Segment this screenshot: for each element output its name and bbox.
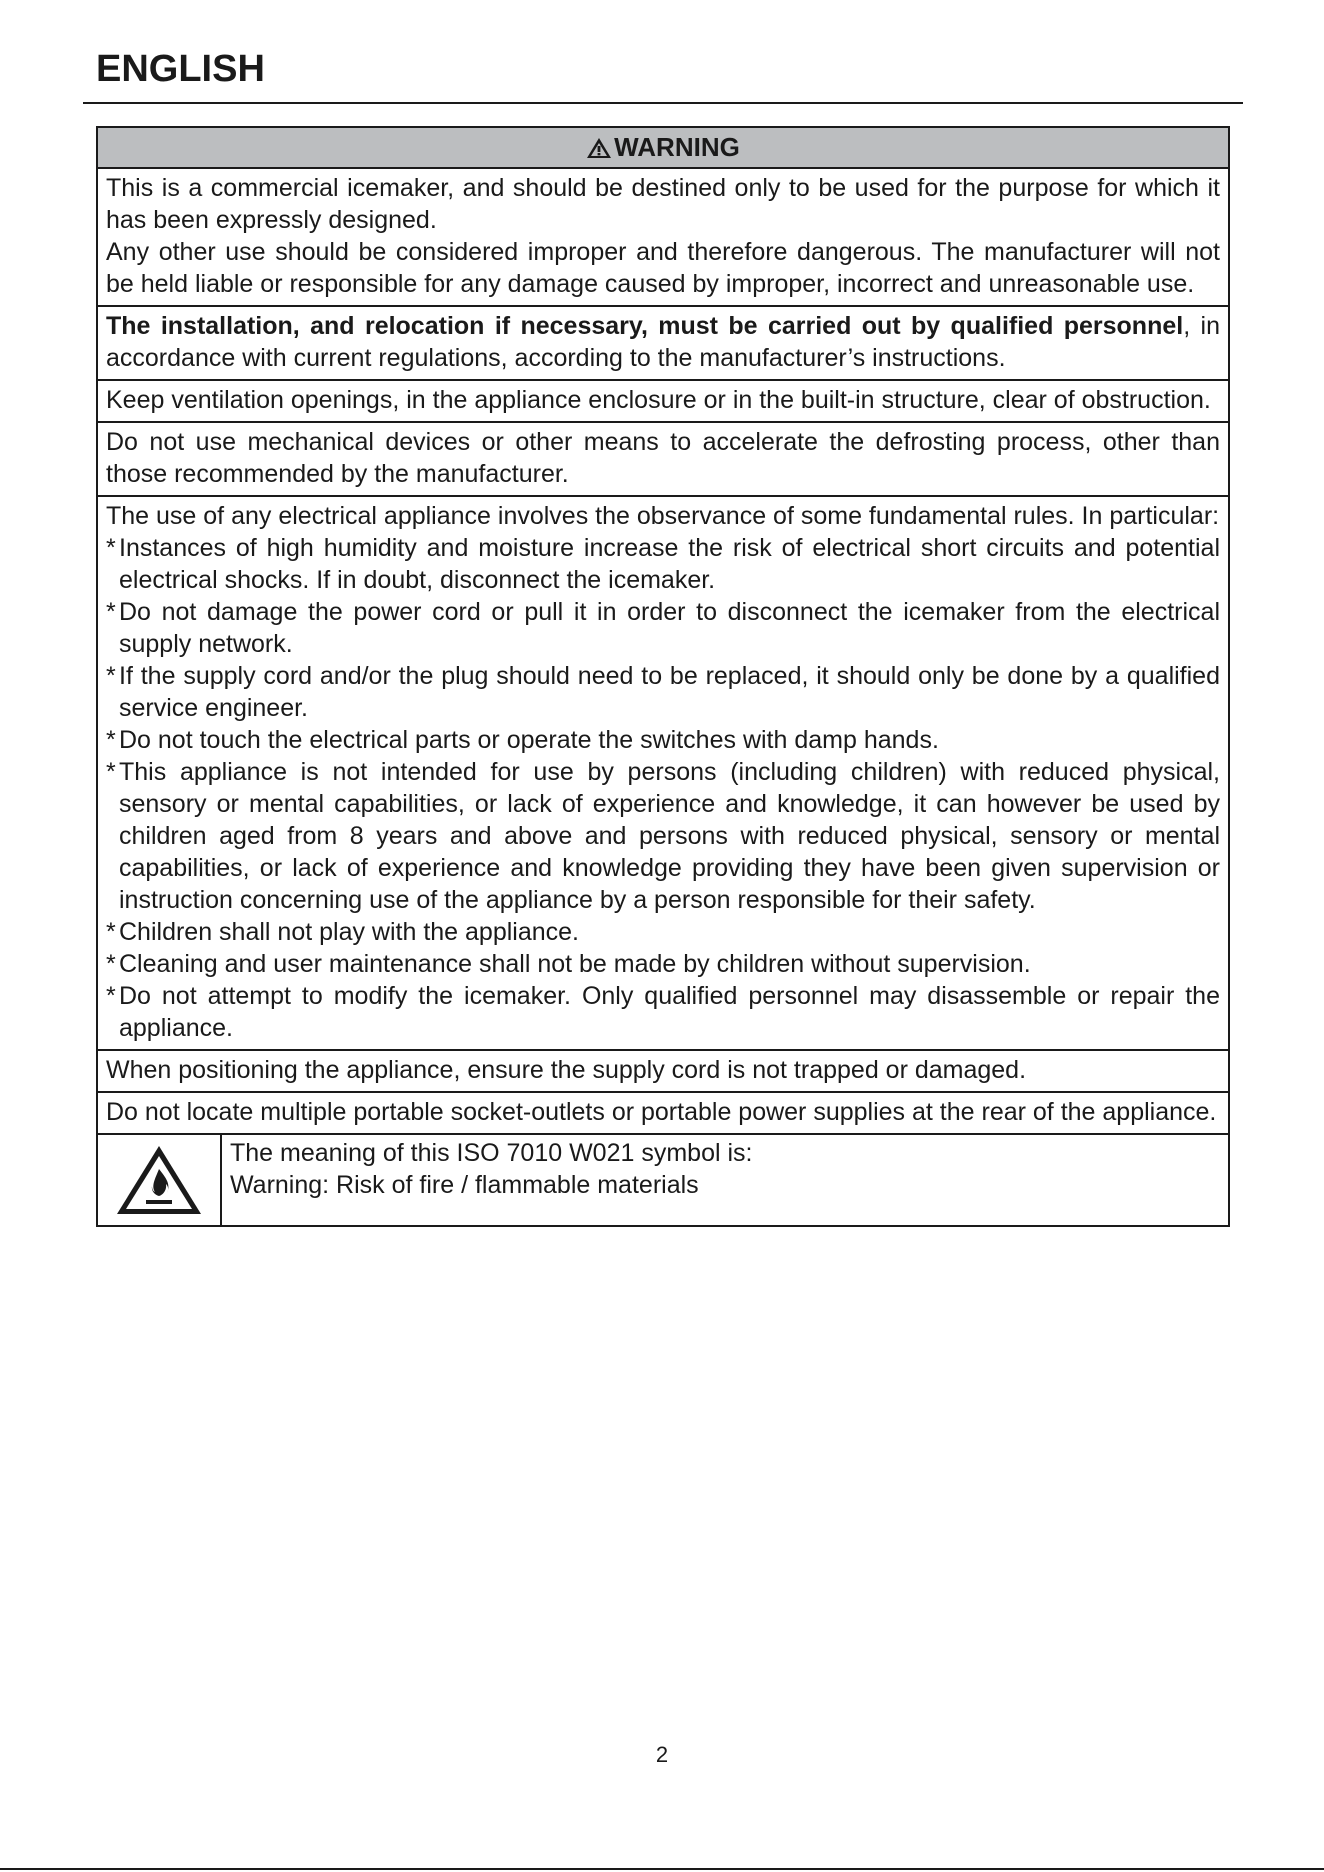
commercial-use-text: This is a commercial icemaker, and should be destined only to be used for the purpose for which it has been expressly designed. xyxy=(106,174,1220,234)
page-heading: ENGLISH xyxy=(96,48,265,90)
improper-use-text: Any other use should be considered improper and therefore dangerous. The manufacturer will not be held liable or responsible for any damage caused by improper, incorrect and unreasonable use. xyxy=(106,238,1220,298)
bullet-marker: * xyxy=(106,918,116,946)
list-item: * Children shall not play with the appliance. xyxy=(106,918,579,946)
bullet-marker: * xyxy=(106,758,116,786)
symbol-description xyxy=(222,1135,760,1225)
warning-row-ventilation xyxy=(98,379,1228,421)
warning-row-socket-outlets xyxy=(98,1091,1228,1133)
bullet-marker: * xyxy=(106,950,116,978)
electrical-rules-intro: The use of any electrical appliance involves the observance of some fundamental rules. In particular: xyxy=(106,502,1220,530)
warning-title: WARNING xyxy=(614,132,740,162)
bullet-marker: * xyxy=(106,726,116,754)
flammable-warning-icon xyxy=(114,1143,204,1217)
electrical-rules-list xyxy=(106,532,1220,1044)
list-item: * Cleaning and user maintenance shall not be made by children without supervision. xyxy=(106,950,1031,978)
defrosting-text: Do not use mechanical devices or other means to accelerate the defrosting process, other than those recommended by the manufacturer. xyxy=(106,428,1220,488)
warning-table xyxy=(96,126,1230,1227)
bottom-divider xyxy=(0,1868,1324,1870)
warning-header xyxy=(98,128,1228,169)
heading-divider xyxy=(83,102,1243,104)
page-number: 2 xyxy=(655,1742,669,1767)
installation-bold-text: The installation, and relocation if necessary, must be carried out by qualified personnel xyxy=(106,312,1184,340)
installation-text: , in accordance with current regulations, according to the manufacturer’s instructions. xyxy=(106,312,1220,372)
warning-row-defrosting xyxy=(98,421,1228,495)
bullet-marker: * xyxy=(106,982,116,1010)
list-item: * Do not damage the power cord or pull it in order to disconnect the icemaker from the electrical supply network. xyxy=(106,598,1220,658)
supply-cord-text: When positioning the appliance, ensure the supply cord is not trapped or damaged. xyxy=(106,1056,1027,1084)
list-item: * If the supply cord and/or the plug should need to be replaced, it should only be done by a qualified service engineer. xyxy=(106,662,1220,722)
symbol-warning-text: Warning: Risk of fire / flammable materials xyxy=(230,1171,699,1199)
symbol-cell xyxy=(98,1135,222,1225)
list-item: * Do not attempt to modify the icemaker. Only qualified personnel may disassemble or repair the appliance. xyxy=(106,982,1220,1042)
list-item: * This appliance is not intended for use by persons (including children) with reduced physical, sensory or mental capabilities, or lack of experience and knowledge, it can however be used by children aged from 8 years and above and persons with reduced physical, sensory or mental capabilities, or lack of experience and knowledge providing they have been given supervision or instruction concerning use of the appliance by a person responsible for their safety. xyxy=(106,758,1220,914)
installation-paragraph xyxy=(106,310,1220,374)
bullet-marker: * xyxy=(106,534,116,562)
warning-row-supply-cord xyxy=(98,1049,1228,1091)
list-item: * Instances of high humidity and moisture increase the risk of electrical short circuits and potential electrical shocks. If in doubt, disconnect the icemaker. xyxy=(106,534,1220,594)
ventilation-text: Keep ventilation openings, in the appliance enclosure or in the built-in structure, clear of obstruction. xyxy=(106,386,1211,414)
symbol-meaning-text: The meaning of this ISO 7010 W021 symbol is: xyxy=(230,1139,753,1167)
warning-row-electrical-rules xyxy=(98,495,1228,1049)
bullet-marker: * xyxy=(106,598,116,626)
warning-row-installation xyxy=(98,305,1228,379)
warning-row-iso-symbol xyxy=(98,1133,1228,1225)
list-item: * Do not touch the electrical parts or operate the switches with damp hands. xyxy=(106,726,939,754)
bullet-marker: * xyxy=(106,662,116,690)
socket-outlets-text: Do not locate multiple portable socket-outlets or portable power supplies at the rear of the appliance. xyxy=(106,1098,1217,1126)
warning-row-commercial-use xyxy=(98,169,1228,305)
warning-triangle-icon xyxy=(586,137,612,159)
